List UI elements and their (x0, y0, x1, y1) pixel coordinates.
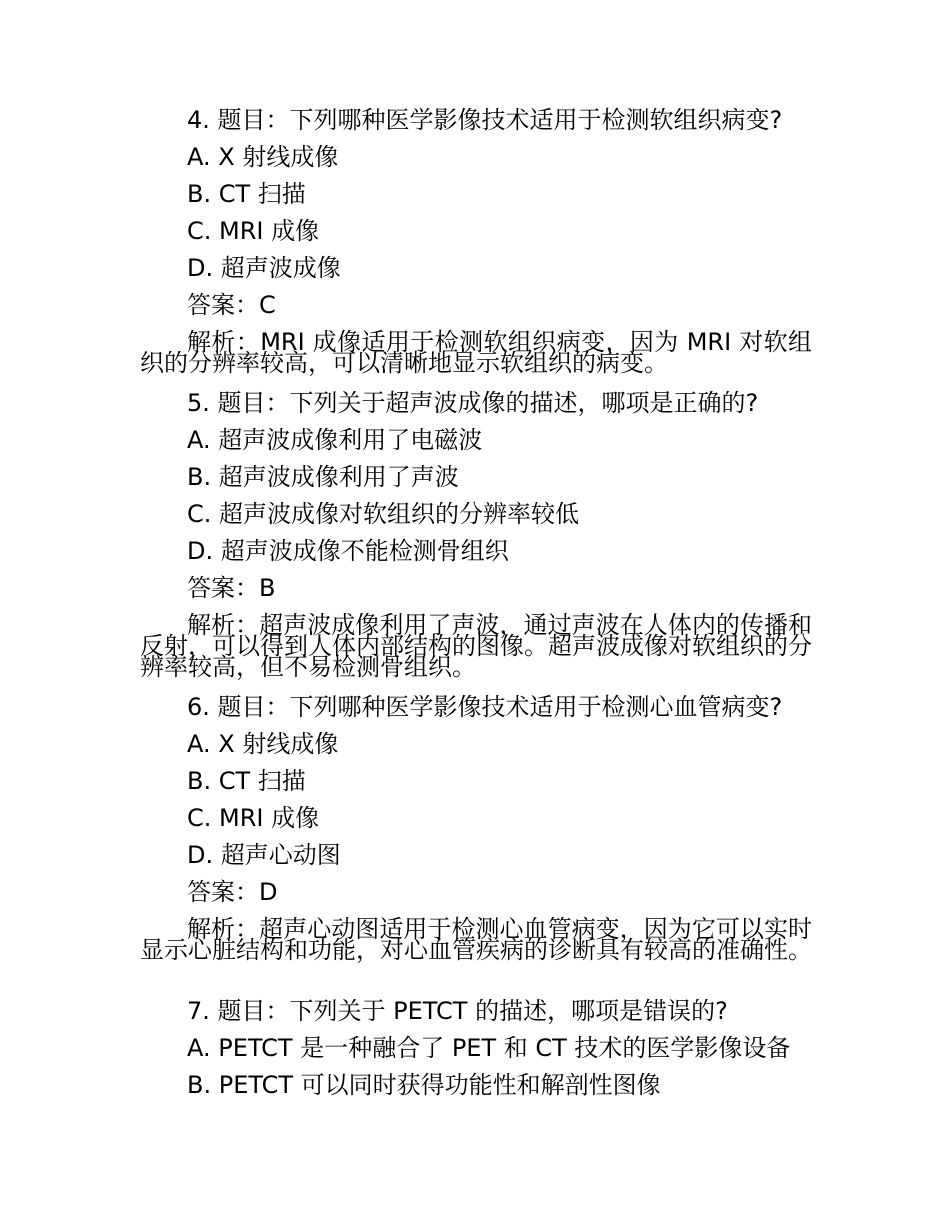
question-4-option-c: C. MRI 成像 (187, 217, 320, 245)
question-5-option-c: C. 超声波成像对软组织的分辨率较低 (187, 500, 580, 528)
question-5-explanation: 解析：超声波成像利用了声波，通过声波在人体内的传播和反射，可以得到人体内部结构的图像。超声波成像对软组织的分辨率较高，但不易检测骨组织。 (140, 611, 812, 681)
question-7-option-a: A. PETCT 是一种融合了 PET 和 CT 技术的医学影像设备 (187, 1034, 791, 1062)
question-5-option-b: B. 超声波成像利用了声波 (187, 463, 459, 491)
question-4-answer: 答案：C (187, 291, 276, 319)
question-6-option-a: A. X 射线成像 (187, 730, 339, 758)
question-4-option-a: A. X 射线成像 (187, 143, 339, 171)
question-6-explanation: 解析：超声心动图适用于检测心血管病变，因为它可以实时显示心脏结构和功能，对心血管疾病的诊断具有较高的准确性。 (140, 915, 812, 964)
question-7-option-b: B. PETCT 可以同时获得功能性和解剖性图像 (187, 1071, 661, 1099)
question-5-answer: 答案：B (187, 574, 276, 602)
question-4-option-b: B. CT 扫描 (187, 180, 306, 208)
question-4-title: 4. 题目：下列哪种医学影像技术适用于检测软组织病变? (187, 106, 783, 134)
question-6-answer: 答案：D (187, 878, 278, 906)
question-5-title: 5. 题目：下列关于超声波成像的描述，哪项是正确的? (187, 389, 759, 417)
question-5-option-a: A. 超声波成像利用了电磁波 (187, 426, 483, 454)
question-7-title: 7. 题目：下列关于 PETCT 的描述，哪项是错误的? (187, 997, 728, 1025)
question-6-option-c: C. MRI 成像 (187, 804, 320, 832)
question-5-option-d: D. 超声波成像不能检测骨组织 (187, 537, 509, 565)
question-4-option-d: D. 超声波成像 (187, 254, 341, 282)
question-6-option-b: B. CT 扫描 (187, 767, 306, 795)
question-4-explanation: 解析：MRI 成像适用于检测软组织病变，因为 MRI 对软组织的分辨率较高，可以清晰地显示软组织的病变。 (140, 328, 812, 377)
question-6-option-d: D. 超声心动图 (187, 841, 341, 869)
question-6-title: 6. 题目：下列哪种医学影像技术适用于检测心血管病变? (187, 693, 783, 721)
